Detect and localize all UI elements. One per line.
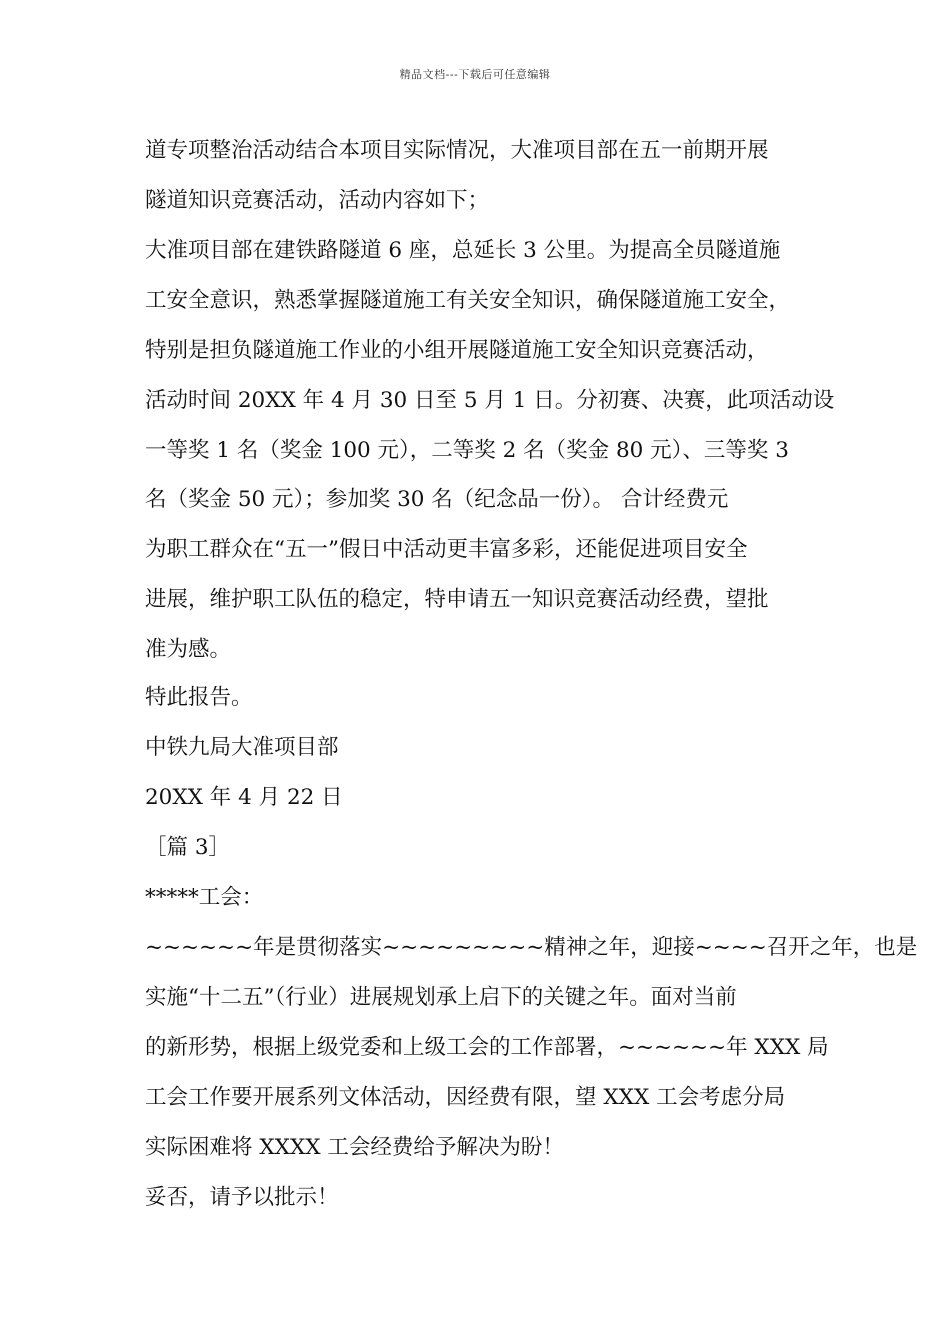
text-line: 准为感。 — [145, 637, 232, 662]
text-line: 的新形势，根据上级党委和上级工会的工作部署，~~~~~~年 XXX 局 — [145, 1035, 829, 1060]
text-line: 隧道知识竞赛活动，活动内容如下； — [145, 188, 490, 213]
section-marker: ［篇 3］ — [145, 835, 231, 860]
signature-date: 20XX 年 4 月 22 日 — [145, 785, 343, 810]
text-line: 道专项整治活动结合本项目实际情况，大准项目部在五一前期开展 — [145, 138, 769, 163]
text-line: 特别是担负隧道施工作业的小组开展隧道施工安全知识竞赛活动， — [145, 338, 769, 363]
addressee: *****工会： — [145, 885, 264, 910]
text-line: 名（奖金 50 元）；参加奖 30 名（纪念品一份）。 合计经费元 — [145, 487, 729, 512]
text-line: 实施“十二五”（行业）进展规划承上启下的关键之年。面对当前 — [145, 985, 737, 1010]
signature-org: 中铁九局大准项目部 — [145, 735, 339, 760]
page-header: 精品文档---下载后可任意编辑 — [399, 68, 551, 81]
text-line: 特此报告。 — [145, 685, 253, 710]
text-line: 为职工群众在“五一”假日中活动更丰富多彩，还能促进项目安全 — [145, 537, 748, 562]
text-line: 实际困难将 XXXX 工会经费给予解决为盼！ — [145, 1135, 564, 1160]
text-line: 工安全意识，熟悉掌握隧道施工有关安全知识，确保隧道施工安全， — [145, 288, 791, 313]
text-line: 一等奖 1 名（奖金 100 元），二等奖 2 名（奖金 80 元）、三等奖 3 — [145, 438, 789, 463]
text-line: 工会工作要开展系列文体活动，因经费有限，望 XXX 工会考虑分局 — [145, 1085, 786, 1110]
text-line: 活动时间 20XX 年 4 月 30 日至 5 月 1 日。分初赛、决赛，此项活动设 — [145, 388, 835, 413]
text-line: 进展，维护职工队伍的稳定，特申请五一知识竞赛活动经费，望批 — [145, 587, 769, 612]
text-line: ~~~~~~年是贯彻落实~~~~~~~~~精神之年，迎接~~~~召开之年，也是 — [145, 935, 918, 960]
text-line: 大准项目部在建铁路隧道 6 座，总延长 3 公里。为提高全员隧道施 — [145, 238, 781, 263]
closing-line: 妥否，请予以批示！ — [145, 1185, 339, 1210]
